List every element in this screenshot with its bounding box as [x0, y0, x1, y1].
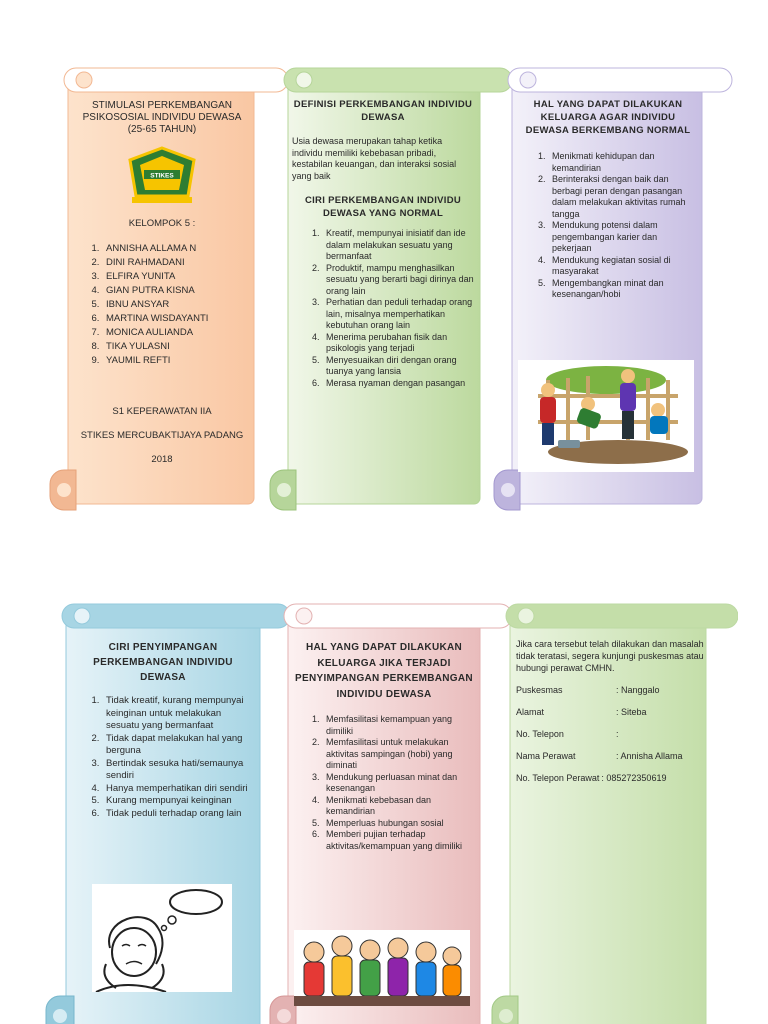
group-label: KELOMPOK 5 : — [128, 218, 196, 229]
contact-value: : Siteba — [616, 707, 647, 717]
member-item: 2. DINI RAHMADANI — [102, 256, 248, 270]
member-item: 4. GIAN PUTRA KISNA — [102, 284, 248, 298]
normal-traits-list — [292, 228, 474, 389]
worried-person-illustration — [92, 884, 232, 992]
normal-traits-title: CIRI PERKEMBANGAN INDIVIDU DEWASA YANG NORMAL — [304, 195, 462, 219]
list-item: 3. Mendukung potensi dalam pengembangan karier dan pekerjaan — [548, 220, 698, 255]
panel-family-support — [482, 64, 738, 514]
panel-contact — [482, 600, 738, 1024]
member-item: 1. ANNISHA ALLAMA N — [102, 242, 248, 256]
contact-row — [516, 750, 704, 762]
panel-family-actions — [258, 600, 514, 1024]
contact-key: No. Telepon Perawat — [516, 773, 600, 783]
list-item: 5. Mengembangkan minat dan kesenangan/hobi — [548, 278, 698, 301]
year-label: 2018 — [151, 454, 173, 465]
school-logo — [124, 146, 200, 204]
contact-key: Alamat — [516, 707, 545, 717]
member-list — [76, 242, 248, 368]
family-actions-list — [292, 714, 476, 852]
list-item: 4. Menerima perubahan fisik dan psikologis yang terjadi — [322, 332, 474, 355]
list-item: 5. Menyesuaikan diri dengan orang tuanya yang lansia — [322, 355, 474, 378]
contact-intro: Jika cara tersebut telah dilakukan dan masalah tidak teratasi, segera kunjungi puskesmas atau hubungi perawat CMHN. — [516, 639, 704, 673]
list-item: 4. Menikmati kebebasan dan kemandirian — [322, 795, 476, 818]
list-item: 6. Merasa nyaman dengan pasangan — [322, 378, 474, 390]
list-item: 2. Memfasilitasi untuk melakukan aktivitas sampingan (hobi) yang diminati — [322, 737, 476, 772]
list-item: 5. Memperluas hubungan sosial — [322, 818, 476, 830]
definition-title: DEFINISI PERKEMBANGAN INDIVIDU DEWASA — [293, 99, 473, 123]
list-item: 2. Tidak dapat melakukan hal yang berguna — [102, 733, 254, 758]
class-label: S1 KEPERAWATAN IIA — [112, 406, 212, 417]
cover-title: STIMULASI PERKEMBANGAN PSIKOSOSIAL INDIVIDU DEWASA (25-65 TAHUN) — [82, 100, 242, 135]
list-item: 6. Tidak peduli terhadap orang lain — [102, 808, 254, 821]
happy-people-illustration — [294, 930, 470, 1006]
definition-text: Usia dewasa merupakan tahap ketika individu memiliki kebebasan pribadi, kestabilan keuangan, dan interaksi sosial yang baik — [292, 136, 457, 181]
contact-details — [516, 684, 704, 784]
list-item: 1. Memfasilitasi kemampuan yang dimiliki — [322, 714, 476, 737]
contact-row — [516, 684, 704, 696]
list-item: 2. Produktif, mampu menghasilkan sesuatu yang berarti bagi dirinya dan orang lain — [322, 263, 474, 298]
contact-value: : Annisha Allama — [616, 751, 683, 761]
member-item: 5. IBNU ANSYAR — [102, 298, 248, 312]
contact-key: Nama Perawat — [516, 751, 576, 761]
member-item: 9. YAUMIL REFTI — [102, 354, 248, 368]
list-item: 4. Mendukung kegiatan sosial di masyarakat — [548, 255, 698, 278]
deviation-traits-title: CIRI PENYIMPANGAN PERKEMBANGAN INDIVIDU DEWASA — [93, 642, 233, 683]
contact-key: No. Telepon — [516, 729, 564, 739]
contact-row — [516, 706, 704, 718]
gardening-illustration — [518, 360, 694, 472]
contact-value: : — [616, 729, 619, 739]
contact-key: Puskesmas — [516, 685, 563, 695]
list-item: 6. Memberi pujian terhadap aktivitas/kemampuan yang dimiliki — [322, 829, 476, 852]
school-label: STIKES MERCUBAKTIJAYA PADANG — [80, 430, 244, 441]
panel-deviation-traits — [34, 600, 290, 1024]
list-item: 1. Kreatif, mempunyai inisiatif dan ide dalam melakukan sesuatu yang bermanfaat — [322, 228, 474, 263]
contact-value: : 085272350619 — [601, 773, 667, 783]
panel-definition — [258, 64, 514, 514]
member-item: 6. MARTINA WISDAYANTI — [102, 312, 248, 326]
list-item: 2. Berinteraksi dengan baik dan berbagi peran dengan pasangan dalam melakukan aktivitas rumah tangga — [548, 174, 698, 220]
member-item: 3. ELFIRA YUNITA — [102, 270, 248, 284]
family-support-title: HAL YANG DAPAT DILAKUKAN KELUARGA AGAR INDIVIDU DEWASA BERKEMBANG NORMAL — [525, 99, 691, 136]
contact-row — [516, 728, 704, 740]
deviation-traits-list — [72, 695, 254, 820]
list-item: 5. Kurang mempunyai keinginan — [102, 795, 254, 808]
contact-value: : Nanggalo — [616, 685, 660, 695]
member-item: 7. MONICA AULIANDA — [102, 326, 248, 340]
list-item: 1. Menikmati kehidupan dan kemandirian — [548, 151, 698, 174]
svg-text:STIKES: STIKES — [150, 172, 174, 180]
list-item: 3. Mendukung perluasan minat dan kesenangan — [322, 772, 476, 795]
list-item: 4. Hanya memperhatikan diri sendiri — [102, 783, 254, 796]
list-item: 3. Perhatian dan peduli terhadap orang lain, misalnya memperhatikan kebutuhan orang lain — [322, 297, 474, 332]
panel-cover — [36, 64, 288, 514]
list-item: 1. Tidak kreatif, kurang mempunyai keinginan untuk melakukan sesuatu yang bermanfaat — [102, 695, 254, 733]
family-support-list — [518, 151, 698, 301]
list-item: 3. Bertindak sesuka hati/semaunya sendiri — [102, 758, 254, 783]
member-item: 8. TIKA YULASNI — [102, 340, 248, 354]
family-actions-title: HAL YANG DAPAT DILAKUKAN KELUARGA JIKA TERJADI PENYIMPANGAN PERKEMBANGAN INDIVIDU DEWASA — [295, 642, 473, 700]
contact-row — [516, 772, 704, 784]
